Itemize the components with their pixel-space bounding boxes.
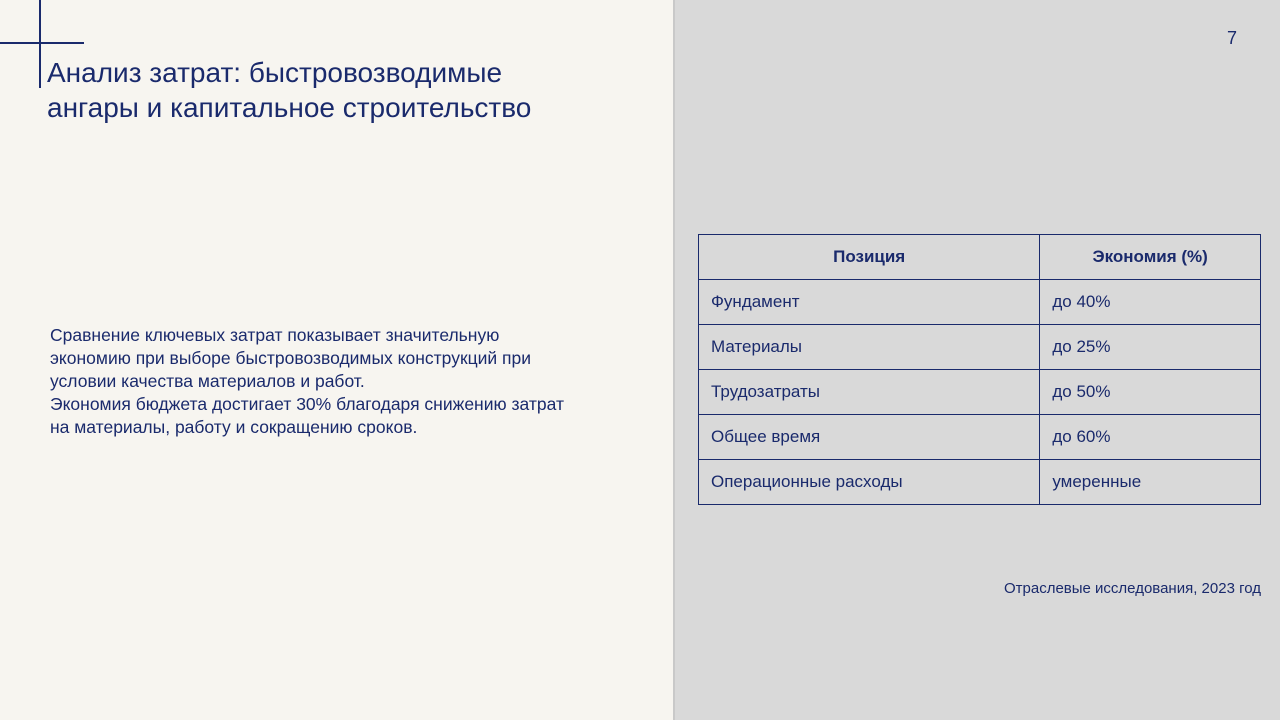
source-note: Отраслевые исследования, 2023 год — [1003, 580, 1261, 597]
decorative-cross-horizontal — [0, 42, 84, 44]
table-row — [699, 325, 1261, 370]
cell-position: Фундамент — [699, 280, 1040, 325]
slide-title-line-1: Анализ затрат: быстровозводимые — [47, 57, 503, 88]
cell-position: Трудозатраты — [699, 370, 1040, 415]
body-text-line: экономию при выборе быстровозводимых конструкций при — [50, 348, 532, 368]
cell-savings: до 60% — [1040, 415, 1261, 460]
body-text-line: условии качества материалов и работ. — [50, 371, 365, 391]
slide-title-line-2: ангары и капитальное строительство — [47, 92, 532, 123]
table-row — [699, 370, 1261, 415]
slide-title — [47, 55, 647, 125]
savings-table — [698, 234, 1261, 505]
body-text-line: Сравнение ключевых затрат показывает значительную — [50, 325, 500, 345]
cell-position: Материалы — [699, 325, 1040, 370]
cell-savings: до 50% — [1040, 370, 1261, 415]
body-text-line: на материалы, работу и сокращению сроков. — [50, 417, 418, 437]
table-row — [699, 280, 1261, 325]
table-header-row — [699, 235, 1261, 280]
header-savings: Экономия (%) — [1040, 235, 1261, 280]
body-text-line: Экономия бюджета достигает 30% благодаря снижению затрат — [50, 394, 564, 414]
cell-position: Общее время — [699, 415, 1040, 460]
cell-position: Операционные расходы — [699, 460, 1040, 505]
body-text — [50, 324, 620, 439]
cell-savings: до 40% — [1040, 280, 1261, 325]
decorative-cross-vertical — [39, 0, 41, 88]
table-row — [699, 415, 1261, 460]
table-row — [699, 460, 1261, 505]
panel-divider — [673, 0, 675, 720]
page-number: 7 — [1226, 28, 1237, 48]
cell-savings: умеренные — [1040, 460, 1261, 505]
header-position: Позиция — [699, 235, 1040, 280]
cell-savings: до 25% — [1040, 325, 1261, 370]
